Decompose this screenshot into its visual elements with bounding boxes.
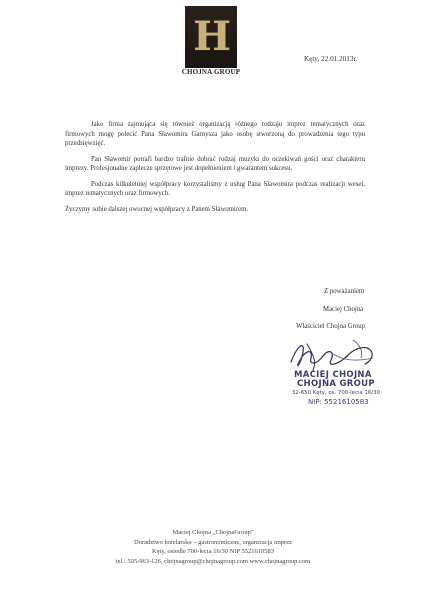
paragraph: Życzymy sobie dalszej owocnej współpracy z Panem Sławomirem. [65,205,249,213]
company-stamp [292,370,382,406]
company-logo [185,6,237,68]
stamp-name: MACIEJ CHOJNA [294,370,372,380]
stamp-company: CHOJNA GROUP [297,379,375,389]
stamp-nip: NIP: 5521610583 [308,398,369,406]
footer-line: Kęty, osiedle 700-lecia 16/30 NIP 5521610583 [151,548,275,555]
logo-text: CHOJNA GROUP [181,68,241,76]
logo-mark: H [193,13,229,60]
paragraph: Pan Sławomir potrafi bardzo trafnie dobrać rodzaj muzyki do oczekiwań gości oraz charakteru imprezy. Profesjonalne zaplecze sprzętowe jest dopełnieniem i gwarantem sukcesu. [65,155,365,172]
stamp-address: 32-650 Kęty, os. 700-lecia 16/30 [292,390,380,396]
closing-title: Właściciel Chojna Group [296,323,366,330]
letter-body [65,120,365,220]
paragraph: Podczas kilkuletniej współpracy korzystaliśmy z usług Pana Sławomira podczas realizacji wesel, imprez tematycznych oraz firmowych. [65,180,365,197]
closing-block [296,283,365,336]
footer-line: tel.: 505-963-126, chojnagroup@chojnagroup.com www.chojnagroup.com [115,557,311,565]
paragraph: Jako firma zajmująca się również organizacją różnego rodzaju imprez tematycznych oraz firmowych mogę polecić Pana Sławomira Garnysza jako osobę stworzoną do prowadzenia tego typu przedsięwzięć. [65,121,365,147]
footer-line: Doradztwo hotelarsko – gastronomiczne, organizacja imprez [134,538,292,546]
closing-regards: Z poważaniem [324,288,365,295]
closing-name: Maciej Chojna [323,305,364,313]
footer-line: Maciej Chojna „ChojnaGroup" [172,529,254,536]
letter-date: Kęty, 22.01.2013r. [304,55,358,63]
letter-footer [88,528,338,566]
